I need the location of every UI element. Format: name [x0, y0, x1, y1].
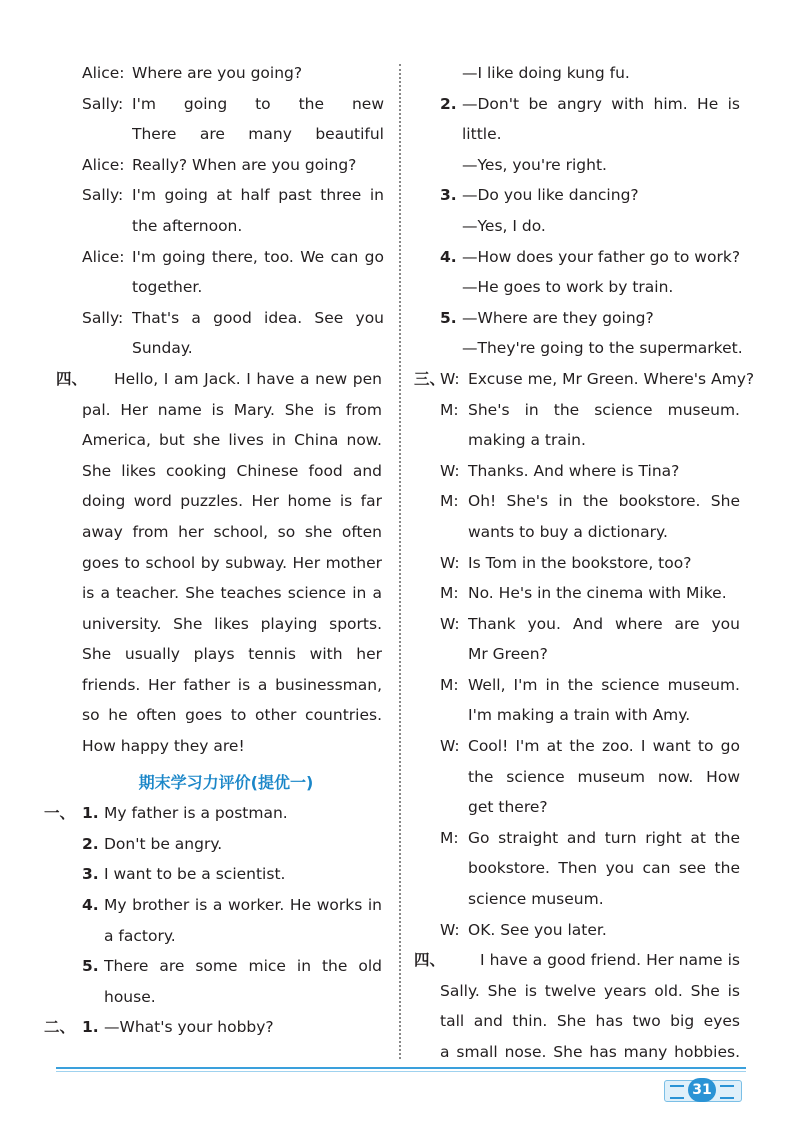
speaker-label: M:: [440, 675, 459, 694]
passage-text: tall and thin. She has two big eyes: [440, 1012, 740, 1031]
answer-line: [418, 242, 748, 273]
answer-text: —Yes, I do.: [462, 216, 546, 235]
speaker-label: M:: [440, 400, 459, 419]
dialog-text: bookstore. Then you can see the: [468, 859, 740, 878]
dialog-line: [56, 272, 386, 303]
dialog-text: Where are you going?: [132, 64, 303, 82]
page-number-badge: [664, 1078, 740, 1102]
section-4-passage-jack: [56, 364, 386, 762]
dialog-line: [418, 609, 748, 640]
dialog-text: That's a good idea. See you: [132, 308, 384, 327]
passage-line: [56, 456, 386, 487]
dialog-text: Really? When are you going?: [132, 155, 357, 174]
dialog-text: No. He's in the cinema with Mike.: [468, 584, 727, 603]
answer-text: —Where are they going?: [462, 308, 654, 327]
dialog-text: the science museum now. How: [468, 767, 740, 786]
dialog-line: [56, 58, 386, 89]
speaker-label: M:: [440, 492, 459, 511]
dialog-text: Thanks. And where is Tina?: [468, 461, 680, 480]
passage-text: is a teacher. She teaches science in a: [82, 584, 382, 603]
dialog-line: [418, 731, 748, 762]
item-number: 5.: [82, 957, 99, 976]
passage-text: She usually plays tennis with her: [82, 645, 382, 664]
dialog-text: Oh! She's in the bookstore. She: [468, 492, 740, 511]
section-number: 二、: [44, 1018, 76, 1037]
speaker-label: Sally:: [82, 186, 124, 205]
answer-line: [418, 58, 748, 89]
dialog-alice-sally: [56, 58, 386, 364]
section-2-start: [44, 1012, 386, 1043]
item-number: 4.: [440, 247, 457, 266]
dialog-text: science museum.: [468, 890, 604, 909]
speaker-label: W:: [440, 614, 460, 633]
passage-text: university. She likes playing sports.: [82, 614, 382, 633]
dialog-text: I'm making a train with Amy.: [468, 706, 691, 725]
answer-line: [418, 303, 748, 334]
left-column: [44, 58, 386, 1043]
item-number: 5.: [440, 308, 457, 327]
answer-line: [418, 180, 748, 211]
dialog-line: [418, 700, 748, 731]
passage-line: [418, 1006, 748, 1037]
dialog-line: [56, 119, 386, 150]
passage-text: goes to school by subway. Her mother: [82, 553, 382, 572]
dialog-text: get there?: [468, 798, 548, 817]
passage-text: a small nose. She has many hobbies.: [440, 1043, 740, 1061]
passage-text: Sally. She is twelve years old. She is: [440, 981, 740, 1000]
dialog-line: [418, 456, 748, 487]
item-number: 3.: [440, 186, 457, 205]
answer-text: My brother is a worker. He works in: [104, 896, 382, 915]
speaker-label: W:: [440, 461, 460, 480]
speaker-label: M:: [440, 828, 459, 847]
dialog-line: [418, 762, 748, 793]
answer-line: [418, 150, 748, 181]
section-number: 四、: [56, 369, 88, 388]
dialog-line: [418, 853, 748, 884]
answer-line: [44, 1012, 386, 1043]
answer-line: [56, 829, 386, 860]
dialog-line: [56, 333, 386, 364]
dialog-line: [414, 364, 755, 395]
dialog-text: I'm going there, too. We can go: [132, 247, 384, 266]
dialog-text: She's in the science museum.: [468, 400, 740, 419]
dialog-text: There are many beautiful: [132, 125, 384, 144]
dialog-text: OK. See you later.: [468, 920, 607, 939]
answer-line: [418, 211, 748, 242]
dialog-line: [56, 303, 386, 334]
answer-line: [418, 272, 748, 303]
speaker-label: Alice:: [82, 155, 125, 174]
item-number: 3.: [82, 865, 99, 884]
passage-text: Hello, I am Jack. I have a new pen: [114, 369, 382, 388]
passage-text: away from her school, so she often: [82, 522, 382, 541]
section-3-dialog: [414, 364, 755, 945]
answer-text: little.: [462, 125, 502, 144]
speaker-label: W:: [440, 737, 460, 756]
dialog-line: [418, 670, 748, 701]
dialog-line: [56, 242, 386, 273]
passage-line: [418, 1037, 748, 1068]
passage-text: How happy they are!: [82, 737, 245, 756]
passage-line: [418, 976, 748, 1007]
dialog-line: [56, 89, 386, 120]
section-number: 四、: [414, 951, 446, 970]
item-number: 1.: [82, 804, 99, 823]
item-number: 2.: [82, 834, 99, 853]
speaker-label: Alice:: [82, 247, 125, 266]
dialog-text: Cool! I'm at the zoo. I want to go: [468, 737, 740, 756]
dialog-text: I'm going at half past three in: [132, 186, 384, 205]
answer-text: a factory.: [104, 926, 176, 945]
passage-text: friends. Her father is a businessman,: [82, 675, 382, 694]
right-column: [414, 58, 755, 1068]
passage-text: pal. Her name is Mary. She is from: [82, 400, 382, 419]
dialog-line: [418, 517, 748, 548]
passage-text: so he often goes to other countries.: [82, 706, 382, 725]
page-badge-ornament-right: [720, 1085, 734, 1099]
passage-line: [56, 425, 386, 456]
dialog-line: [56, 150, 386, 181]
passage-text: I have a good friend. Her name is: [480, 951, 740, 970]
dialog-line: [418, 395, 748, 426]
speaker-label: M:: [440, 584, 459, 603]
passage-line: [56, 578, 386, 609]
answer-line: [56, 921, 386, 952]
column-divider: [399, 64, 401, 1059]
item-number: 1.: [82, 1018, 99, 1037]
speaker-label: W:: [440, 369, 460, 388]
dialog-text: Is Tom in the bookstore, too?: [468, 553, 692, 572]
section-number: 三、: [414, 369, 446, 388]
dialog-line: [418, 639, 748, 670]
passage-line: [56, 486, 386, 517]
speaker-label: W:: [440, 920, 460, 939]
dialog-line: [418, 884, 748, 915]
answer-text: —Yes, you're right.: [462, 155, 607, 174]
answer-line: [418, 333, 748, 364]
answer-line: [418, 119, 748, 150]
passage-line: [56, 517, 386, 548]
speaker-label: Alice:: [82, 64, 125, 82]
dialog-line: [418, 578, 748, 609]
dialog-line: [418, 548, 748, 579]
answer-text: —Do you like dancing?: [462, 186, 639, 205]
passage-line: [56, 364, 386, 395]
speaker-label: Sally:: [82, 94, 124, 113]
section-2-dialogues: [418, 58, 748, 364]
passage-text: She likes cooking Chinese food and: [82, 461, 382, 480]
answer-text: house.: [104, 987, 156, 1006]
answer-text: My father is a postman.: [104, 804, 288, 823]
section-1-sentences: [44, 798, 386, 1012]
passage-line: [56, 700, 386, 731]
dialog-text: together.: [132, 278, 203, 297]
answer-line: [56, 951, 386, 982]
passage-text: doing word puzzles. Her home is far: [82, 492, 382, 511]
passage-line: [56, 609, 386, 640]
passage-line: [414, 945, 748, 976]
dialog-text: Excuse me, Mr Green. Where's Amy?: [468, 369, 755, 388]
page-badge-ornament-left: [670, 1085, 684, 1099]
answer-text: —Don't be angry with him. He is: [462, 94, 740, 113]
answer-text: —He goes to work by train.: [462, 278, 674, 297]
section-number: 一、: [44, 804, 76, 823]
answer-text: —They're going to the supermarket.: [462, 339, 743, 358]
answer-line: [418, 89, 748, 120]
speaker-label: Sally:: [82, 308, 124, 327]
passage-line: [56, 731, 386, 762]
speaker-label: W:: [440, 553, 460, 572]
dialog-line: [418, 823, 748, 854]
dialog-line: [418, 915, 748, 946]
dialog-text: I'm going to the new: [132, 94, 384, 113]
passage-line: [56, 395, 386, 426]
answer-line: [44, 798, 386, 829]
dialog-text: Go straight and turn right at the: [468, 828, 740, 847]
answer-text: Don't be angry.: [104, 834, 223, 853]
answer-text: —What's your hobby?: [104, 1018, 274, 1037]
answer-line: [56, 982, 386, 1013]
passage-line: [56, 670, 386, 701]
dialog-line: [418, 486, 748, 517]
answer-line: [56, 859, 386, 890]
answer-text: —How does your father go to work?: [462, 247, 741, 266]
dialog-line: [56, 211, 386, 242]
footer-rule-light: [56, 1071, 746, 1072]
dialog-text: the afternoon.: [132, 216, 243, 235]
item-number: 4.: [82, 896, 99, 915]
dialog-text: making a train.: [468, 431, 586, 450]
passage-line: [56, 639, 386, 670]
answer-text: —I like doing kung fu.: [462, 64, 630, 82]
dialog-line: [418, 792, 748, 823]
answer-line: [56, 890, 386, 921]
exam-title: 期末学习力评价(提优一): [138, 772, 314, 792]
section-4-passage-sally: [414, 945, 748, 1067]
dialog-line: [418, 425, 748, 456]
answer-text: I want to be a scientist.: [104, 865, 286, 884]
answer-text: There are some mice in the old: [104, 957, 382, 976]
passage-line: [56, 548, 386, 579]
dialog-text: Mr Green?: [468, 645, 548, 664]
dialog-text: Sunday.: [132, 339, 193, 358]
dialog-text: Well, I'm in the science museum.: [468, 675, 740, 694]
passage-text: America, but she lives in China now.: [82, 431, 382, 450]
dialog-text: Thank you. And where are you: [468, 614, 740, 633]
footer-rule: [56, 1067, 746, 1069]
dialog-line: [56, 180, 386, 211]
dialog-text: wants to buy a dictionary.: [468, 522, 668, 541]
item-number: 2.: [440, 94, 457, 113]
page-number: 31: [688, 1078, 716, 1102]
